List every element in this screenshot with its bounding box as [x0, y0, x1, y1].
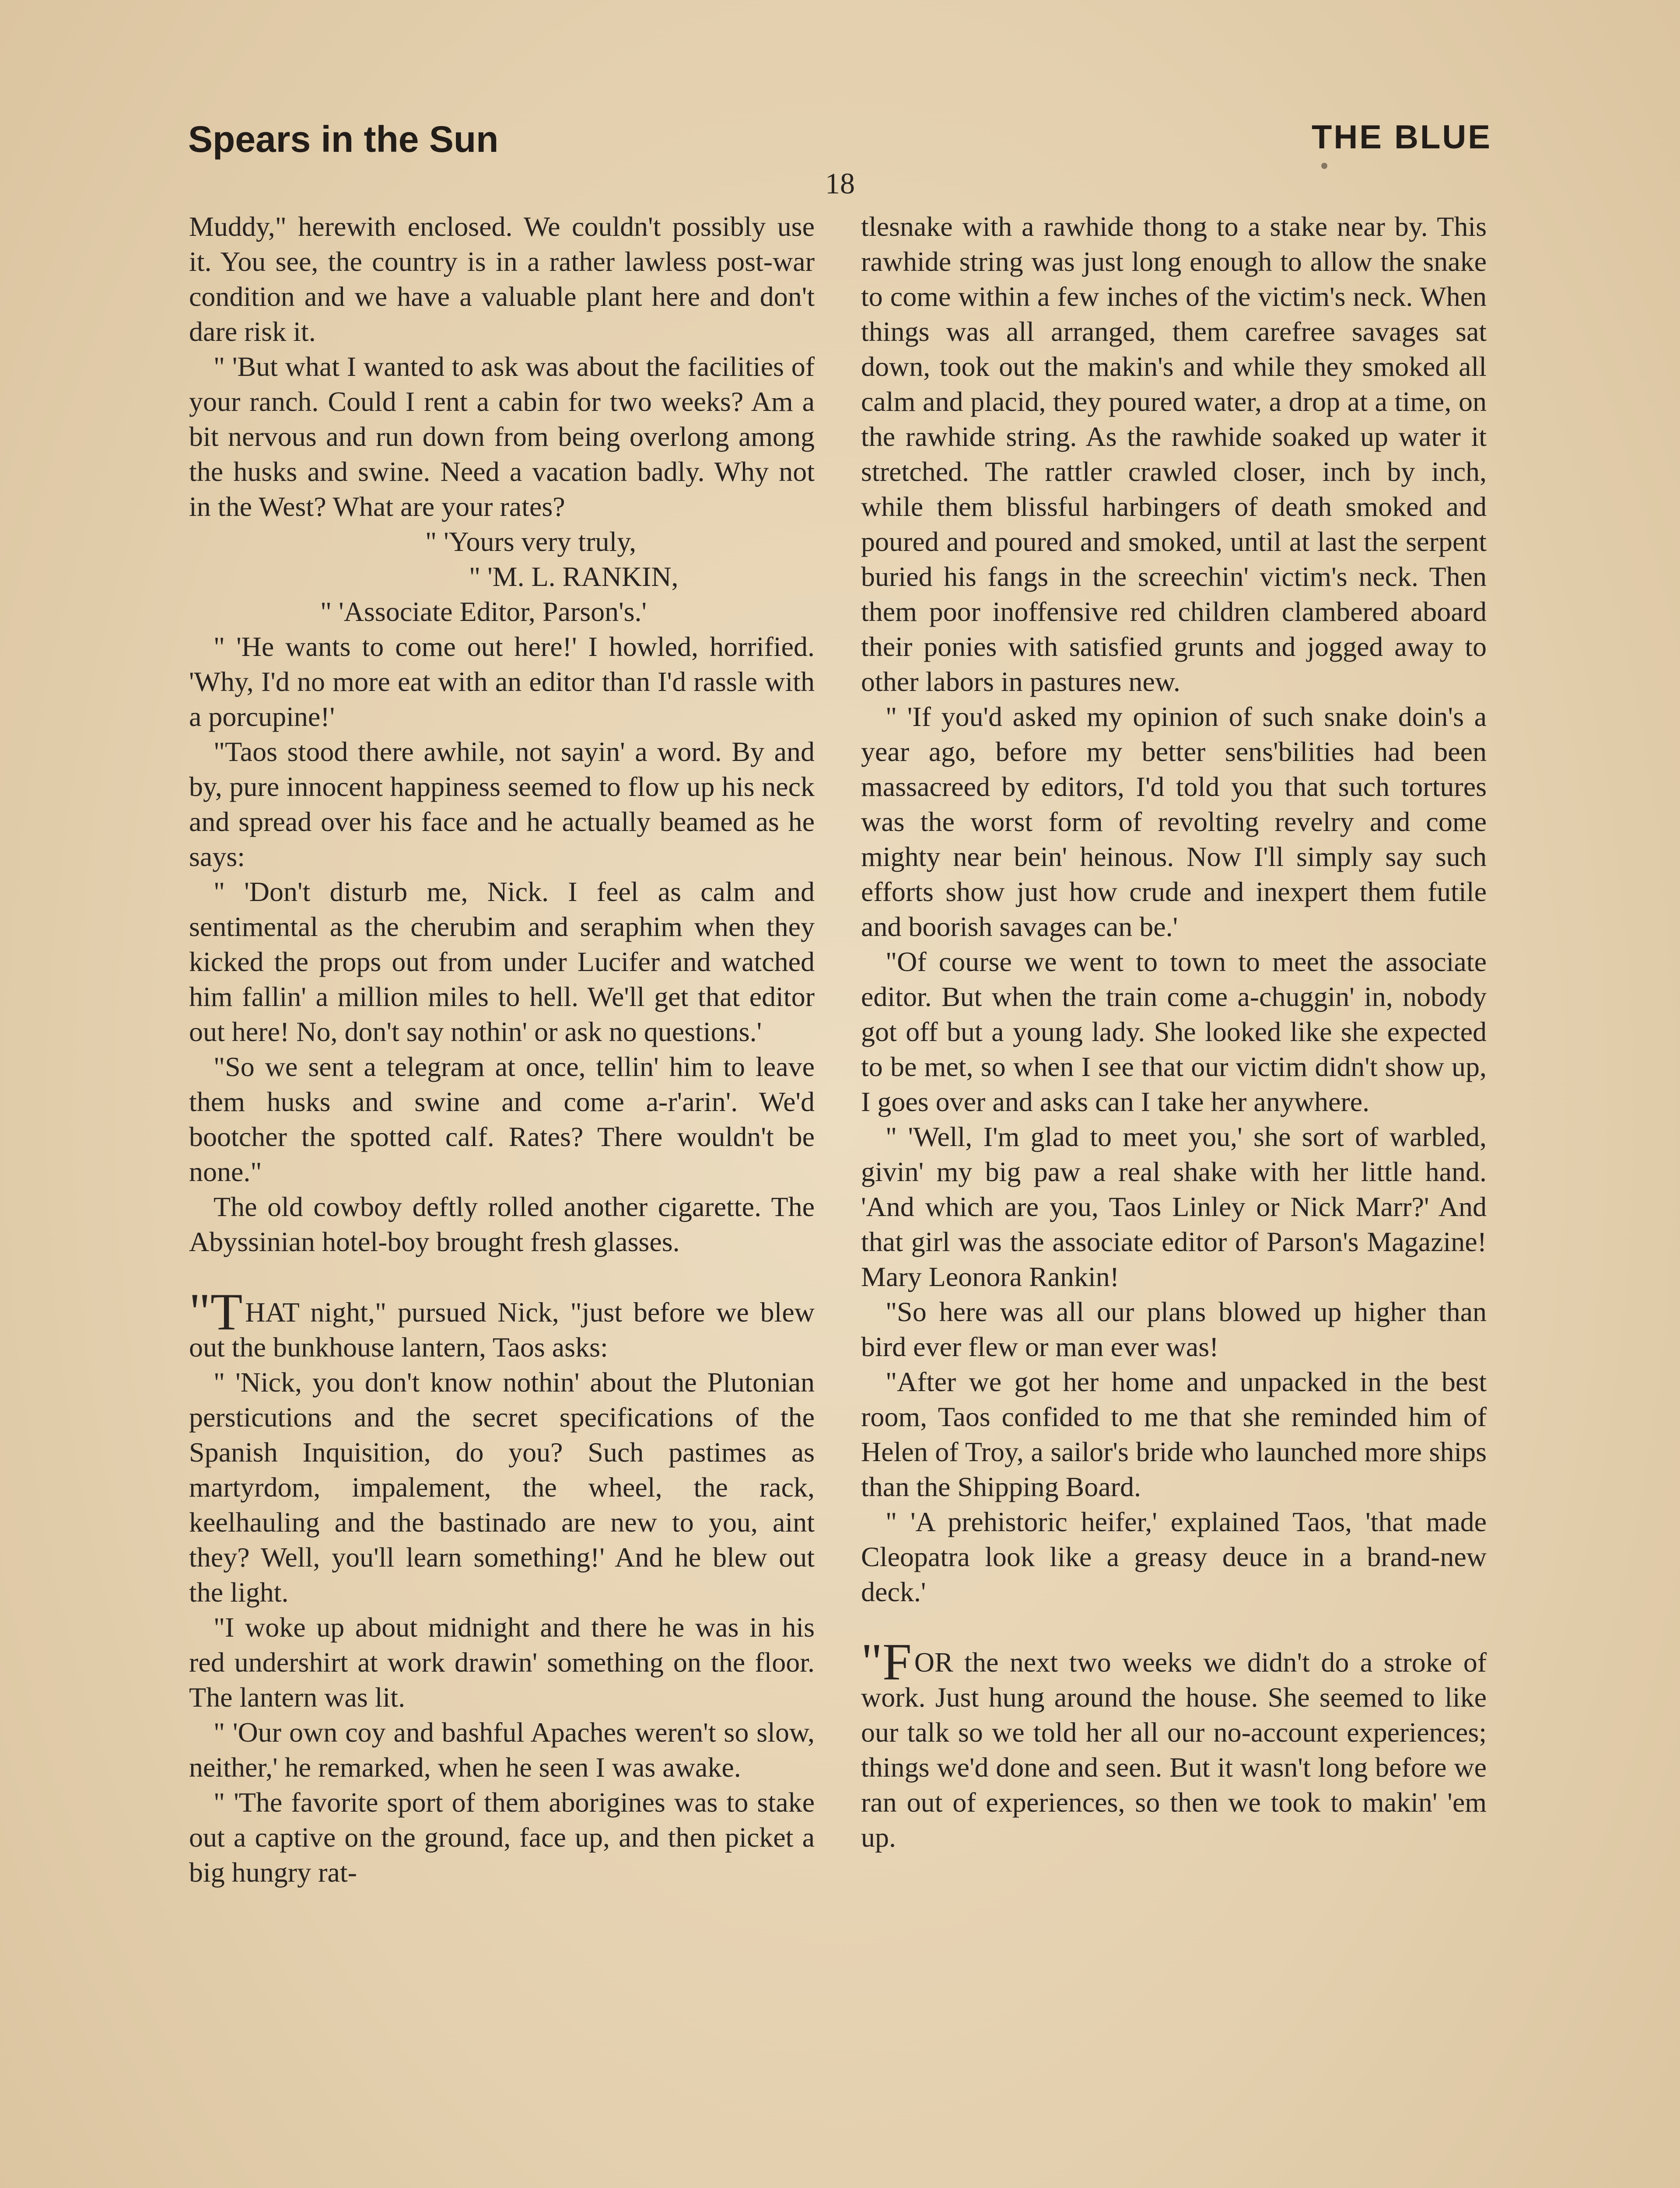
paragraph: "So here was all our plans blowed up higher than bird ever flew or man ever was! — [861, 1296, 1487, 1362]
drop-cap: "F — [861, 1633, 912, 1691]
paragraph: " 'He wants to come out here!' I howled, horrified. 'Why, I'd no more eat with an editor than I'd rassle with a porcupine!' — [189, 631, 815, 732]
letter-closing: " 'Yours very truly, — [425, 526, 637, 557]
paragraph: "After we got her home and unpacked in the best room, Taos confided to me that she reminded him of Helen of Troy, a sailor's bride who launched more ships than the Shipping Board. — [861, 1366, 1487, 1502]
paragraph-text: OR the next two weeks we didn't do a stroke of work. Just hung around the house. She seemed to like our talk so we told her all our no-account experiences; things we'd done and seen. But it wasn't long before we ran out of experiences, so then we took to makin' 'em up. — [861, 1647, 1487, 1853]
story-title: Spears in the Sun — [188, 119, 499, 160]
right-column — [861, 209, 1487, 1855]
paragraph: tlesnake with a rawhide thong to a stake near by. This rawhide string was just long enough to allow the snake to come within a few inches of the victim's neck. When things was all arranged, them carefree savages sat down, took out the makin's and while they smoked all calm and placid, they poured water, a drop at a time, on the rawhide string. As the rawhide soaked up water it stretched. The rattler crawled closer, inch by inch, while them blissful harbingers of death smoked and poured and poured and smoked, until at last the serpent buried his fangs in the screechin' victim's neck. Then them poor inoffensive red children clambered aboard their ponies with satisfied grunts and jogged away to other labors in pastures new. — [861, 211, 1487, 697]
paragraph: "I woke up about midnight and there he was in his red undershirt at work drawin' something on the floor. The lantern was lit. — [189, 1612, 815, 1713]
paragraph: " 'Nick, you don't know nothin' about the Plutonian persticutions and the secret specifications of the Spanish Inquisition, do you? Such pastimes as martyrdom, impalement, the wheel, the rack, keelhauling and the bastinado are new to you, aint they? Well, you'll learn something!' And he blew out the light. — [189, 1367, 815, 1608]
section-opening-paragraph — [189, 1283, 815, 1365]
page-number: 18 — [825, 167, 855, 200]
letter-signature: " 'M. L. RANKIN, — [469, 561, 679, 592]
paragraph: "So we sent a telegram at once, tellin' him to leave them husks and swine and come a-r'arin'. We'd bootcher the spotted calf. Rates? There wouldn't be none." — [189, 1051, 815, 1187]
ink-spot — [1321, 163, 1327, 169]
running-head — [188, 118, 1492, 171]
paragraph: " 'But what I wanted to ask was about the facilities of your ranch. Could I rent a cabin for two weeks? Am a bit nervous and run down from being overlong among the husks and swine. Need a vacation badly. Why not in the West? What are your rates? — [189, 351, 815, 522]
paragraph: " 'The favorite sport of them aborigines was to stake out a captive on the ground, face up, and then picket a big hungry rat- — [189, 1787, 815, 1888]
paragraph: " 'Well, I'm glad to meet you,' she sort of warbled, givin' my big paw a real shake with her little hand. 'And which are you, Taos Linley or Nick Marr?' And that girl was the associate editor of Parson's Magazine! Mary Leonora Rankin! — [861, 1121, 1487, 1292]
section-opening-paragraph — [861, 1633, 1487, 1855]
paragraph: " 'Don't disturb me, Nick. I feel as calm and sentimental as the cherubim and seraphim when they kicked the props out from under Lucifer and watched him fallin' a million miles to hell. We'll get that editor out here! No, don't say nothin' or ask no questions.' — [189, 876, 815, 1047]
paragraph: "Of course we went to town to meet the associate editor. But when the train come a-chuggin' in, nobody got off but a young lady. She looked like she expected to be met, so when I see that our victim didn't show up, I goes over and asks can I take her anywhere. — [861, 946, 1487, 1117]
magazine-title: THE BLUE — [1312, 119, 1492, 156]
paragraph: "Taos stood there awhile, not sayin' a word. By and by, pure innocent happiness seemed to flow up his neck and spread over his face and he actually beamed as he says: — [189, 736, 815, 872]
paragraph: " 'If you'd asked my opinion of such snake doin's a year ago, before my better sens'bilities had been massacreed by editors, I'd told you that such tortures was the worst form of revolting revelry and come mighty near bein' heinous. Now I'll simply say such efforts show just how crude and inexpert them futile and boorish savages can be.' — [861, 701, 1487, 942]
paragraph: Muddy," herewith enclosed. We couldn't possibly use it. You see, the country is in a rather lawless post-war condition and we have a valuable plant here and don't dare risk it. — [189, 211, 815, 347]
paragraph: " 'A prehistoric heifer,' explained Taos, 'that made Cleopatra look like a greasy deuce in a brand-new deck.' — [861, 1506, 1487, 1607]
letter-signature-title: " 'Associate Editor, Parson's.' — [320, 596, 647, 627]
drop-cap: "T — [189, 1283, 243, 1341]
paragraph: " 'Our own coy and bashful Apaches weren't so slow, neither,' he remarked, when he seen I was awake. — [189, 1717, 815, 1783]
paragraph: The old cowboy deftly rolled another cigarette. The Abyssinian hotel-boy brought fresh glasses. — [189, 1191, 815, 1257]
paragraph-text: HAT night," pursued Nick, "just before we blew out the bunkhouse lantern, Taos asks: — [189, 1297, 815, 1363]
left-column — [189, 209, 815, 1890]
